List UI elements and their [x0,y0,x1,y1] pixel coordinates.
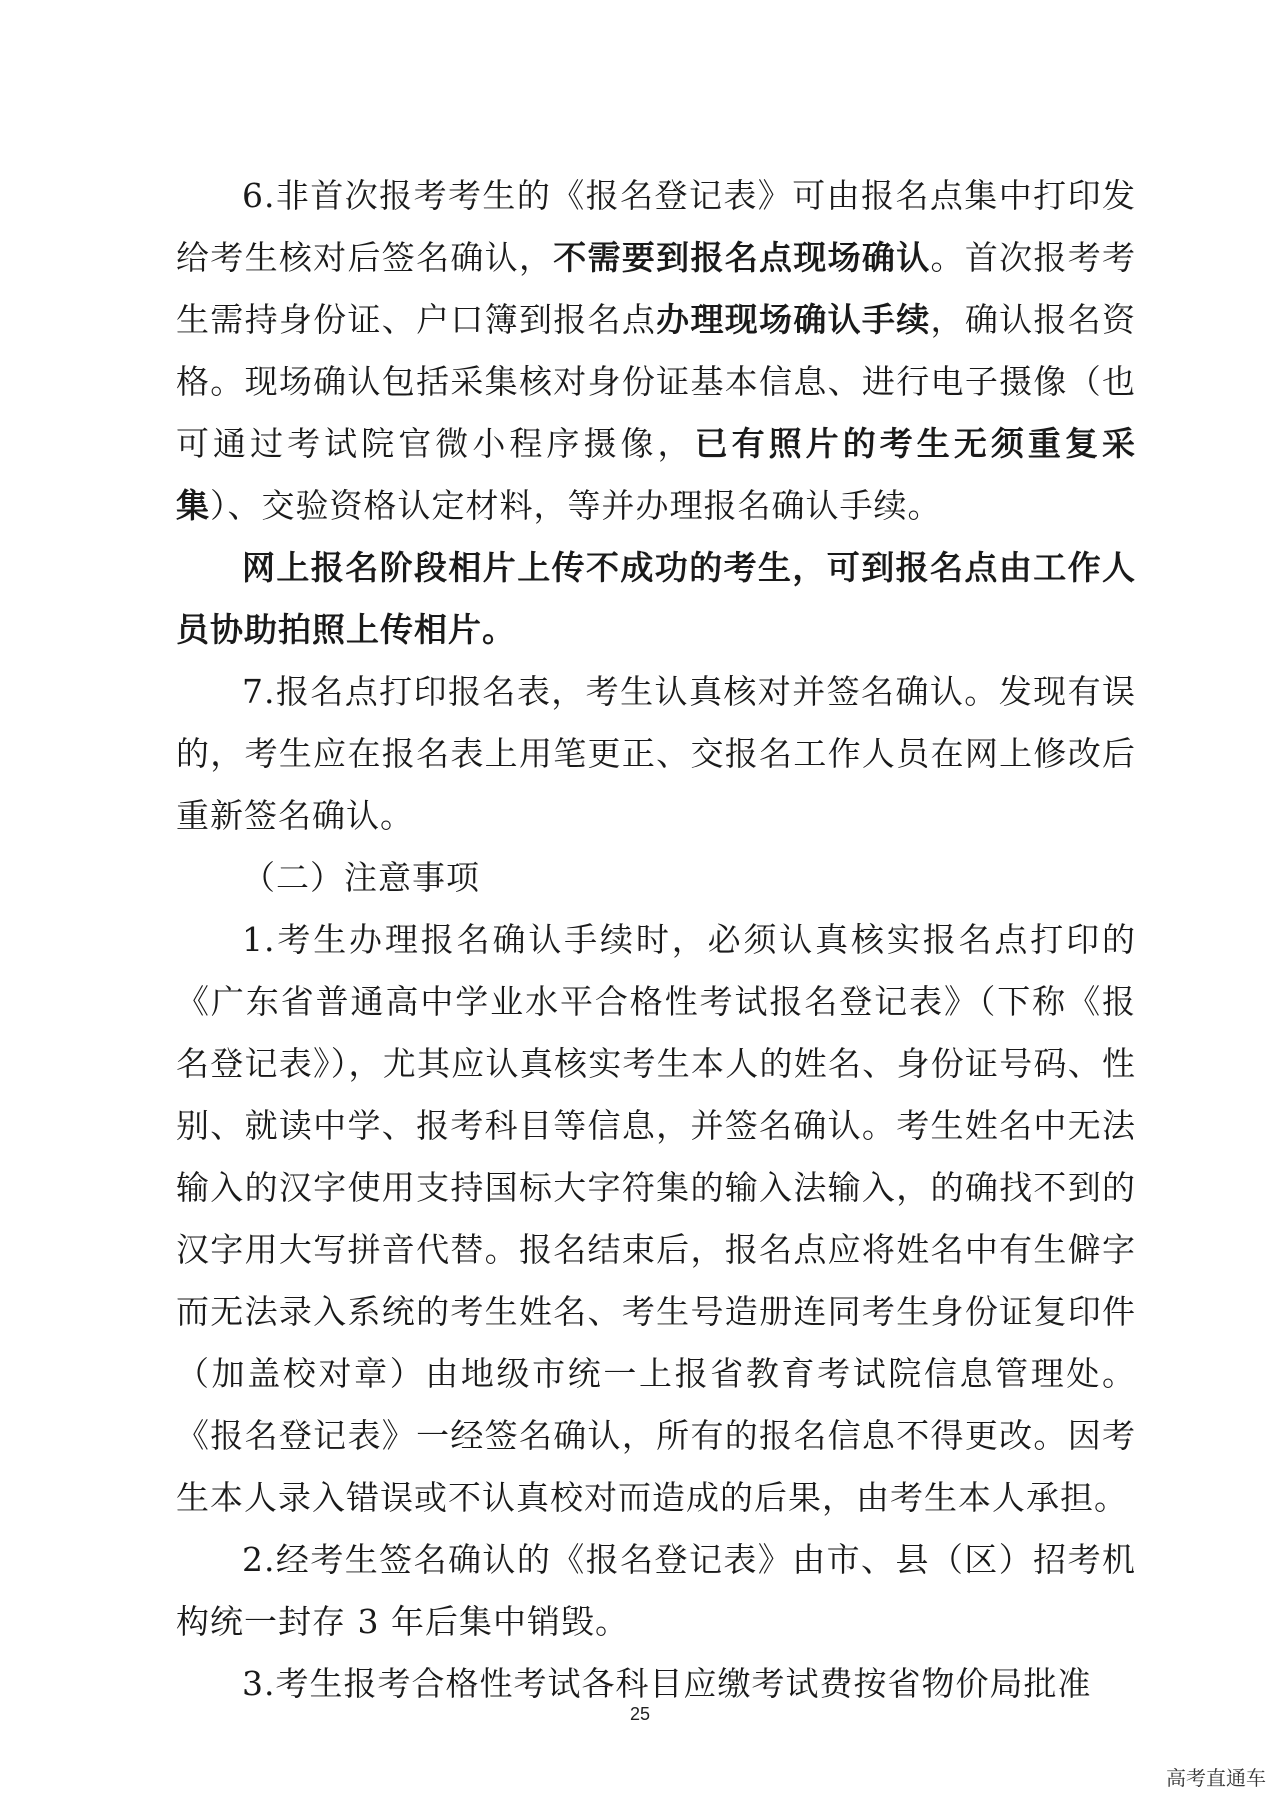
bold-notice-paragraph: 网上报名阶段相片上传不成功的考生，可到报名点由工作人员协助拍照上传相片。 [176,548,1136,649]
note-item-3: 3.考生报考合格性考试各科目应缴考试费按省物价局批准 [242,1664,1092,1703]
note-item-2: 2.经考生签名确认的《报名登记表》由市、县（区）招考机构统一封存 3 年后集中销毁。 [176,1540,1136,1641]
paragraph-item-7: 7.报名点打印报名表，考生认真核对并签名确认。发现有误的，考生应在报名表上用笔更正、交报名工作人员在网上修改后重新签名确认。 [176,672,1136,835]
document-body [176,165,1136,1715]
item-6-text-3: ，确认报名资格。现场确认包括采集核对身份证基本信息、进行电子摄像（也可通过考试院官微小程序摄像， [176,300,1137,463]
item-6-bold-2: 办理现场确认手续 [656,300,931,339]
page-number: 25 [629,1704,651,1724]
item-6-bold-3: 已有照片的考生无须重复采集 [176,424,1137,525]
note-item-1: 1.考生办理报名确认手续时，必须认真核实报名点打印的《广东省普通高中学业水平合格性考试报名登记表》（下称《报名登记表》），尤其应认真核实考生本人的姓名、身份证号码、性别、就读中学、报考科目等信息，并签名确认。考生姓名中无法输入的汉字使用支持国标大字符集的输入法输入，的确找不到的汉字用大写拼音代替。报名结束后，报名点应将姓名中有生僻字而无法录入系统的考生姓名、考生号造册连同考生身份证复印件（加盖校对章）由地级市统一上报省教育考试院信息管理处。《报名登记表》一经签名确认，所有的报名信息不得更改。因考生本人录入错误或不认真校对而造成的后果，由考生本人承担。 [176,920,1136,1517]
item-6-text-4: ）、交验资格认定材料，等并办理报名确认手续。 [210,486,942,525]
section-heading: （二）注意事项 [242,858,480,897]
item-6-text-2: 。首次报考考生需持身份证、户口簿到报名点 [176,238,1137,339]
item-6-text-1: 6.非首次报考考生的《报名登记表》可由报名点集中打印发给考生核对后签名确认， [176,176,1136,277]
watermark-logo-text: 高考直通车 [1166,1766,1266,1790]
item-6-bold-1: 不需要到报名点现场确认 [553,238,931,277]
paragraph-item-6 [176,165,1136,537]
